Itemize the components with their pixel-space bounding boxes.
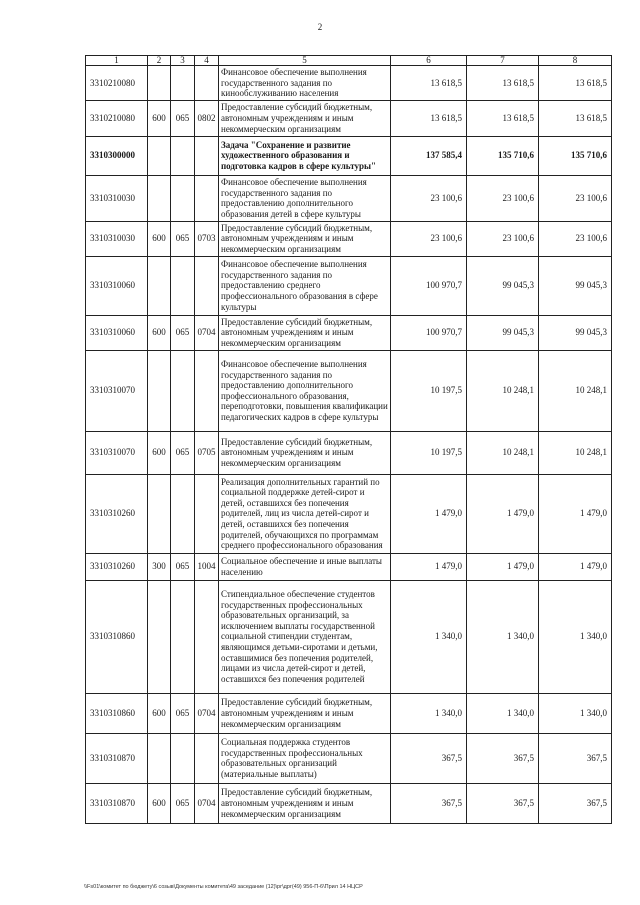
row-code: 3310310860: [86, 580, 148, 693]
table-row: [86, 315, 612, 350]
row-ministry-code: [171, 256, 195, 315]
row-expense-type: 600: [148, 315, 171, 350]
row-section-code: 0704: [195, 315, 219, 350]
row-code: 3310310860: [86, 693, 148, 733]
file-path-footer: \\Fs01\комитет по бюджету\6 созыв\Документы комитета\49 заседание (12)\рг\дрг(49) 956-П-6\Прил 14 НЦСР: [84, 884, 363, 890]
row-value-col8: 367,5: [539, 783, 612, 823]
row-description: Финансовое обеспечение выполнения государственного задания по предоставлению дополнительного образования детей в сфере культуры: [219, 175, 391, 221]
column-header: 6: [391, 56, 467, 66]
row-description: Реализация дополнительных гарантий по социальной поддержке детей-сирот и детей, оставшихся без попечения родителей, лиц из числа детей-сирот и детей, оставшихся без попечения родителей, обучающихся по программам среднего профессионального образования: [219, 474, 391, 553]
row-expense-type: [148, 474, 171, 553]
row-expense-type: 300: [148, 553, 171, 580]
row-value-col8: 367,5: [539, 733, 612, 783]
row-ministry-code: [171, 580, 195, 693]
row-description: Предоставление субсидий бюджетным, автономным учреждениям и иным некоммерческим организациям: [219, 783, 391, 823]
row-description: Социальная поддержка студентов государственных профессиональных образовательных организаций (материальные выплаты): [219, 733, 391, 783]
row-section-code: [195, 733, 219, 783]
row-value-col7: 10 248,1: [467, 431, 539, 474]
row-section-code: 0703: [195, 221, 219, 256]
table-row: [86, 175, 612, 221]
row-expense-type: 600: [148, 100, 171, 136]
row-description: Предоставление субсидий бюджетным, автономным учреждениям и иным некоммерческим организациям: [219, 221, 391, 256]
row-expense-type: [148, 350, 171, 431]
row-value-col7: 1 479,0: [467, 474, 539, 553]
table-row: [86, 474, 612, 553]
row-value-col7: 99 045,3: [467, 315, 539, 350]
row-description: Задача "Сохранение и развитие художественного образования и подготовка кадров в сфере культуры": [219, 136, 391, 175]
row-value-col8: 135 710,6: [539, 136, 612, 175]
row-section-code: 0704: [195, 693, 219, 733]
table-body: [86, 56, 612, 824]
row-section-code: [195, 256, 219, 315]
row-description: Стипендиальное обеспечение студентов государственных профессиональных образовательных организаций, за исключением выплаты государственной социальной стипендии студентам, являющимся детьми-сиротами и детьми, оставшимися без попечения родителей, лицами из числа детей-сирот и детей, оставшихся без попечения родителей: [219, 580, 391, 693]
row-code: 3310310060: [86, 256, 148, 315]
row-ministry-code: 065: [171, 431, 195, 474]
row-section-code: [195, 580, 219, 693]
row-section-code: [195, 66, 219, 101]
row-expense-type: 600: [148, 693, 171, 733]
column-header: 4: [195, 56, 219, 66]
row-value-col7: 1 479,0: [467, 553, 539, 580]
row-section-code: [195, 175, 219, 221]
row-value-col6: 10 197,5: [391, 350, 467, 431]
table-row: [86, 693, 612, 733]
table-row: [86, 553, 612, 580]
table-row: [86, 431, 612, 474]
row-ministry-code: [171, 733, 195, 783]
row-value-col8: 10 248,1: [539, 431, 612, 474]
row-value-col8: 1 340,0: [539, 580, 612, 693]
row-value-col8: 13 618,5: [539, 100, 612, 136]
row-code: 3310310070: [86, 431, 148, 474]
row-value-col7: 135 710,6: [467, 136, 539, 175]
row-expense-type: [148, 136, 171, 175]
row-value-col7: 367,5: [467, 733, 539, 783]
column-header: 3: [171, 56, 195, 66]
row-section-code: 0705: [195, 431, 219, 474]
row-value-col6: 1 340,0: [391, 693, 467, 733]
row-description: Финансовое обеспечение выполнения государственного задания по кинообслуживанию населения: [219, 66, 391, 101]
table-row: [86, 350, 612, 431]
row-code: 3310210080: [86, 66, 148, 101]
row-expense-type: 600: [148, 783, 171, 823]
row-ministry-code: [171, 350, 195, 431]
row-code: 3310300000: [86, 136, 148, 175]
row-value-col8: 23 100,6: [539, 175, 612, 221]
row-expense-type: 600: [148, 221, 171, 256]
row-description: Финансовое обеспечение выполнения государственного задания по предоставлению среднего профессионального образования в сфере культуры: [219, 256, 391, 315]
row-value-col6: 1 340,0: [391, 580, 467, 693]
row-value-col6: 367,5: [391, 783, 467, 823]
row-value-col8: 10 248,1: [539, 350, 612, 431]
row-expense-type: [148, 256, 171, 315]
table-row: [86, 66, 612, 101]
table-row: [86, 733, 612, 783]
row-code: 3310210080: [86, 100, 148, 136]
table-row: [86, 783, 612, 823]
row-value-col8: 13 618,5: [539, 66, 612, 101]
column-header: 5: [219, 56, 391, 66]
row-ministry-code: [171, 474, 195, 553]
row-description: Предоставление субсидий бюджетным, автономным учреждениям и иным некоммерческим организациям: [219, 100, 391, 136]
row-value-col7: 23 100,6: [467, 221, 539, 256]
row-value-col6: 1 479,0: [391, 553, 467, 580]
table-row: [86, 100, 612, 136]
row-ministry-code: [171, 175, 195, 221]
row-value-col6: 13 618,5: [391, 66, 467, 101]
row-description: Предоставление субсидий бюджетным, автономным учреждениям и иным некоммерческим организациям: [219, 315, 391, 350]
row-value-col7: 1 340,0: [467, 693, 539, 733]
row-section-code: 0802: [195, 100, 219, 136]
row-value-col7: 13 618,5: [467, 66, 539, 101]
row-ministry-code: 065: [171, 221, 195, 256]
row-description: Предоставление субсидий бюджетным, автономным учреждениям и иным некоммерческим организациям: [219, 693, 391, 733]
row-expense-type: [148, 580, 171, 693]
row-value-col6: 1 479,0: [391, 474, 467, 553]
row-code: 3310310070: [86, 350, 148, 431]
row-ministry-code: [171, 136, 195, 175]
table-row: [86, 256, 612, 315]
row-code: 3310310870: [86, 783, 148, 823]
row-code: 3310310870: [86, 733, 148, 783]
row-expense-type: [148, 175, 171, 221]
row-expense-type: 600: [148, 431, 171, 474]
row-value-col7: 13 618,5: [467, 100, 539, 136]
row-ministry-code: 065: [171, 783, 195, 823]
row-value-col8: 99 045,3: [539, 315, 612, 350]
row-value-col7: 1 340,0: [467, 580, 539, 693]
row-value-col6: 367,5: [391, 733, 467, 783]
budget-table: [85, 55, 612, 824]
row-value-col7: 10 248,1: [467, 350, 539, 431]
row-expense-type: [148, 66, 171, 101]
row-value-col8: 1 340,0: [539, 693, 612, 733]
row-value-col7: 367,5: [467, 783, 539, 823]
row-description: Финансовое обеспечение выполнения государственного задания по предоставлению дополнительного профессионального образования, переподготовки, повышения квалификации педагогических кадров в сфере культуры: [219, 350, 391, 431]
row-value-col6: 23 100,6: [391, 221, 467, 256]
row-value-col8: 1 479,0: [539, 474, 612, 553]
row-value-col8: 23 100,6: [539, 221, 612, 256]
row-expense-type: [148, 733, 171, 783]
row-value-col6: 137 585,4: [391, 136, 467, 175]
row-section-code: [195, 136, 219, 175]
row-section-code: [195, 350, 219, 431]
row-value-col8: 1 479,0: [539, 553, 612, 580]
row-ministry-code: [171, 66, 195, 101]
row-value-col6: 23 100,6: [391, 175, 467, 221]
column-header: 1: [86, 56, 148, 66]
row-value-col7: 23 100,6: [467, 175, 539, 221]
row-ministry-code: 065: [171, 100, 195, 136]
row-code: 3310310260: [86, 474, 148, 553]
row-section-code: 0704: [195, 783, 219, 823]
table-row: [86, 136, 612, 175]
column-header: 7: [467, 56, 539, 66]
row-value-col6: 100 970,7: [391, 315, 467, 350]
row-section-code: 1004: [195, 553, 219, 580]
row-code: 3310310030: [86, 175, 148, 221]
row-code: 3310310060: [86, 315, 148, 350]
page-number: 2: [317, 22, 323, 32]
row-ministry-code: 065: [171, 553, 195, 580]
column-header: 2: [148, 56, 171, 66]
row-code: 3310310030: [86, 221, 148, 256]
table-row: [86, 580, 612, 693]
row-value-col8: 99 045,3: [539, 256, 612, 315]
row-section-code: [195, 474, 219, 553]
row-ministry-code: 065: [171, 693, 195, 733]
row-description: Социальное обеспечение и иные выплаты населению: [219, 553, 391, 580]
column-header: 8: [539, 56, 612, 66]
row-code: 3310310260: [86, 553, 148, 580]
column-header-row: [86, 56, 612, 66]
row-value-col6: 100 970,7: [391, 256, 467, 315]
row-value-col6: 10 197,5: [391, 431, 467, 474]
row-value-col6: 13 618,5: [391, 100, 467, 136]
table-row: [86, 221, 612, 256]
row-description: Предоставление субсидий бюджетным, автономным учреждениям и иным некоммерческим организациям: [219, 431, 391, 474]
row-value-col7: 99 045,3: [467, 256, 539, 315]
row-ministry-code: 065: [171, 315, 195, 350]
